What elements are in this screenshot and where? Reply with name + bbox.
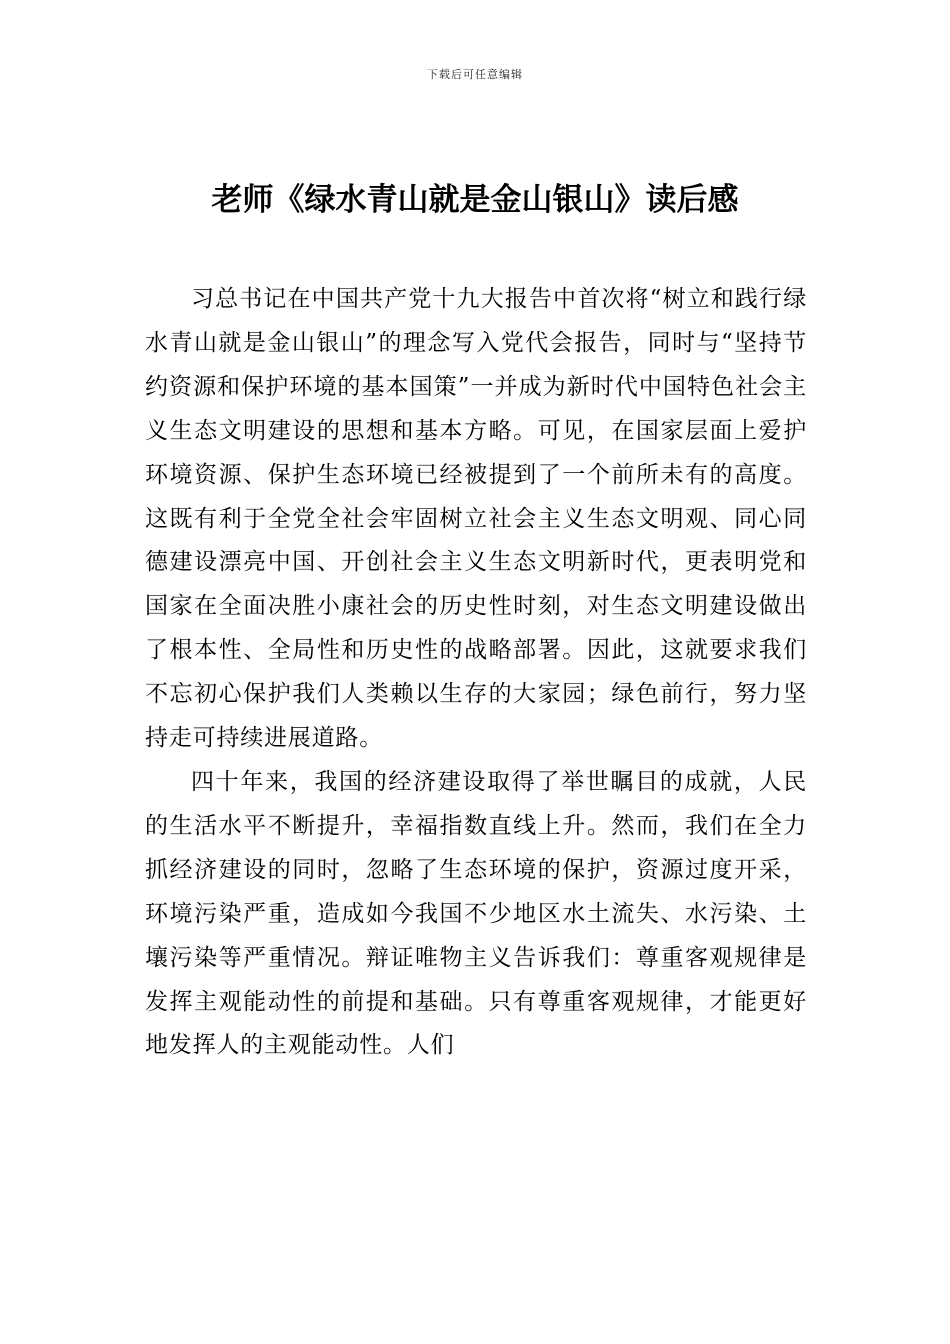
header-note: 下载后可任意编辑 xyxy=(427,68,523,81)
document-body xyxy=(145,278,807,1068)
document-title: 老师《绿水青山就是金山银山》读后感 xyxy=(211,182,739,218)
paragraph-2: 四十年来，我国的经济建设取得了举世瞩目的成就，人民的生活水平不断提升，幸福指数直线上升。然而，我们在全力抓经济建设的同时，忽略了生态环境的保护，资源过度开采，环境污染严重，造成如今我国不少地区水土流失、水污染、土壤污染等严重情况。辩证唯物主义告诉我们：尊重客观规律是发挥主观能动性的前提和基础。只有尊重客观规律，才能更好地发挥人的主观能动性。人们 xyxy=(145,768,807,1059)
paragraph-1: 习总书记在中国共产党十九大报告中首次将“树立和践行绿水青山就是金山银山”的理念写入党代会报告，同时与“坚持节约资源和保护环境的基本国策”一并成为新时代中国特色社会主义生态文明建设的思想和基本方略。可见，在国家层面上爱护环境资源、保护生态环境已经被提到了一个前所未有的高度。这既有利于全党全社会牢固树立社会主义生态文明观、同心同德建设漂亮中国、开创社会主义生态文明新时代，更表明党和国家在全面决胜小康社会的历史性时刻，对生态文明建设做出了根本性、全局性和历史性的战略部署。因此，这就要求我们不忘初心保护我们人类赖以生存的大家园；绿色前行，努力坚持走可持续进展道路。 xyxy=(145,286,807,752)
